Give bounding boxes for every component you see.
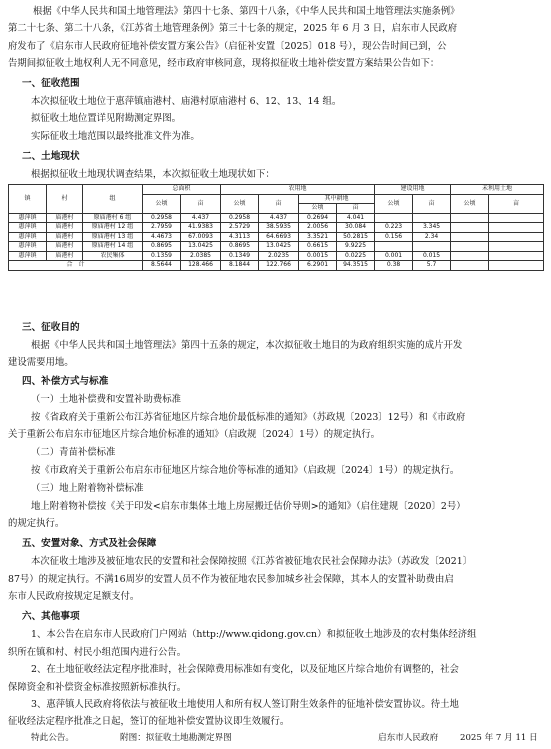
- table-cell: 2.0056: [299, 223, 337, 233]
- table-cell: 41.9383: [181, 223, 221, 233]
- section-4-c-line-1: 地上附着物补偿按《关于印发<启东市集体土地上房屋搬迁估价导则>的通知》（启住建规〔2020〕2号）: [31, 501, 466, 512]
- table-cell: 原庙港村 12 组: [83, 223, 143, 233]
- header-farmland: 农用地: [221, 185, 375, 195]
- table-cell: 庙港村: [47, 232, 83, 242]
- section-4-title: 四、补偿方式与标准: [22, 376, 109, 387]
- header-mu: 亩: [489, 194, 544, 213]
- table-cell: [489, 223, 544, 233]
- table-cell: 惠萍镇: [9, 232, 47, 242]
- section-3-para-2: 建设需要用地。: [8, 357, 74, 368]
- table-cell: 4.3113: [221, 232, 259, 242]
- section-6-item-3b: 征收经法定程序批准之日起，签订的征地补偿安置协议即生效履行。: [8, 716, 290, 727]
- table-cell: 4.437: [181, 213, 221, 223]
- section-6-title: 六、其他事项: [22, 611, 80, 622]
- header-ha: 公顷: [451, 194, 489, 213]
- section-6-item-2a: 2、在土地征收经法定程序批准时，社会保障费用标准如有变化，以及征地区片综合地价有调整的，社会: [31, 664, 459, 675]
- section-1-para-3: 实际征收土地范围以最终批准文件为准。: [31, 131, 200, 142]
- table-cell: 2.0385: [181, 251, 221, 261]
- table-cell: 0.1359: [143, 251, 181, 261]
- intro-line-2: 第二十七条、第二十八条，《江苏省土地管理条例》第三十七条的规定，2025 年 6 月 3 日，启东市人民政府: [8, 23, 458, 34]
- table-cell: 2.34: [413, 232, 451, 242]
- table-cell: 0.6615: [299, 242, 337, 252]
- section-4-a-line-2: 关于重新公布启东市征地区片综合地价标准的通知》（启政规〔2024〕1号）的规定执行。: [8, 429, 381, 440]
- table-cell: 庙港村: [47, 242, 83, 252]
- table-cell: 庙港村: [47, 213, 83, 223]
- table-cell: 0.8695: [143, 242, 181, 252]
- header-ha: 公顷: [143, 194, 181, 213]
- closing-notice: 特此公告。: [31, 733, 74, 743]
- table-cell: 惠萍镇: [9, 242, 47, 252]
- table-cell: [375, 242, 413, 252]
- total-cell: 0.38: [375, 261, 413, 271]
- section-3-title: 三、征收目的: [22, 322, 80, 333]
- section-4-sub-a: （一）土地补偿费和安置补助费标准: [31, 394, 182, 405]
- total-cell: 8.5644: [143, 261, 181, 271]
- table-cell: 4.4673: [143, 232, 181, 242]
- section-1-para-2: 拟征收土地位置详见附勘测定界图。: [31, 113, 182, 124]
- section-5-para-1: 本次征收土地涉及被征地农民的安置和社会保障按照《江苏省被征地农民社会保障办法》（苏政发〔2021〕: [31, 556, 473, 567]
- table-cell: 惠萍镇: [9, 213, 47, 223]
- header-mu: 亩: [413, 194, 451, 213]
- total-cell: 128.466: [181, 261, 221, 271]
- section-6-item-1a: 1、本公告在启东市人民政府门户网站（http://www.qidong.gov.cn）和拟征收土地涉及的农村集体经济组: [31, 629, 477, 640]
- section-6-item-2b: 保障资金和补偿资金标准按照新标准执行。: [8, 682, 187, 693]
- table-cell: [451, 213, 489, 223]
- total-cell: [489, 261, 544, 271]
- table-total-row: [9, 261, 544, 271]
- issue-date: 2025 年 7 月 11 日: [460, 733, 538, 743]
- table-cell: 38.5935: [259, 223, 299, 233]
- total-cell: 6.2901: [299, 261, 337, 271]
- section-6-item-3a: 3、惠萍镇人民政府将依法与被征收土地使用人和所有权人签订附生效条件的征地补偿安置协议。待土地: [31, 699, 459, 710]
- table-cell: 庙港村: [47, 251, 83, 261]
- header-zhen: 镇: [9, 185, 47, 214]
- header-unused: 未利用土地: [451, 185, 544, 195]
- section-6-item-1b: 织所在镇和村、村民小组范围内进行公告。: [8, 647, 187, 658]
- section-5-title: 五、安置对象、方式及社会保障: [22, 538, 157, 549]
- header-construction: 建设用地: [375, 185, 451, 195]
- header-zu: 组: [83, 185, 143, 214]
- table-cell: 13.0425: [181, 242, 221, 252]
- header-cultivated: 其中耕地: [299, 194, 375, 204]
- table-cell: 0.0225: [337, 251, 375, 261]
- table-cell: [451, 223, 489, 233]
- table-cell: [451, 242, 489, 252]
- table-cell: 惠萍镇: [9, 251, 47, 261]
- intro-line-1: 根据《中华人民共和国土地管理法》第四十七条、第四十八条，《中华人民共和国土地管理法实施条例》: [33, 6, 460, 17]
- header-mu: 亩: [337, 204, 375, 214]
- header-mu: 亩: [181, 194, 221, 213]
- header-cun: 村: [47, 185, 83, 214]
- total-cell: 8.1844: [221, 261, 259, 271]
- section-5-para-2: 87号）的规定执行。不满16周岁的安置人员不作为被征地农民参加城乡社会保障，其本人的安置补助费由启: [8, 574, 454, 585]
- table-cell: 庙港村: [47, 223, 83, 233]
- table-cell: 13.0425: [259, 242, 299, 252]
- table-cell: 0.2958: [221, 213, 259, 223]
- total-cell: 122.766: [259, 261, 299, 271]
- table-cell: [489, 242, 544, 252]
- table-cell: 农民集体: [83, 251, 143, 261]
- table-cell: 0.1349: [221, 251, 259, 261]
- table-row: [9, 223, 544, 233]
- table-cell: 0.2958: [143, 213, 181, 223]
- header-total-area: 总面积: [143, 185, 221, 195]
- table-cell: 67.0093: [181, 232, 221, 242]
- section-4-b-line-1: 按《市政府关于重新公布启东市征地区片综合地价等标准的通知》（启政规〔2024〕1号）的规定执行。: [31, 465, 460, 476]
- section-3-para-1: 根据《中华人民共和国土地管理法》第四十五条的规定，本次拟征收土地目的为政府组织实施的成片开发: [31, 340, 463, 351]
- table-cell: 0.156: [375, 232, 413, 242]
- header-ha: 公顷: [375, 194, 413, 213]
- total-cell: [451, 261, 489, 271]
- table-cell: 惠萍镇: [9, 223, 47, 233]
- table-cell: 0.2694: [299, 213, 337, 223]
- table-cell: [489, 251, 544, 261]
- intro-line-4: 告期间拟征收土地权利人无不同意见，经市政府审核同意，现将拟征收土地补偿安置方案结果公告如下：: [8, 58, 440, 69]
- table-cell: 3.3521: [299, 232, 337, 242]
- table-cell: 2.5729: [221, 223, 259, 233]
- table-cell: 0.001: [375, 251, 413, 261]
- header-ha: 公顷: [299, 204, 337, 214]
- header-ha: 公顷: [221, 194, 259, 213]
- table-cell: 50.2815: [337, 232, 375, 242]
- table-cell: [489, 213, 544, 223]
- section-2-title: 二、土地现状: [22, 151, 80, 162]
- section-5-para-3: 东市人民政府按规定足额支付。: [8, 591, 140, 602]
- table-cell: [413, 213, 451, 223]
- table-cell: [451, 251, 489, 261]
- section-4-sub-c: （三）地上附着物补偿标准: [31, 483, 144, 494]
- section-4-a-line-1: 按《省政府关于重新公布江苏省征地区片综合地价最低标准的通知》（苏政规〔2023〕12号）和《市政府: [31, 412, 466, 423]
- issuer-signature: 启东市人民政府: [378, 733, 439, 743]
- table-cell: 2.0235: [259, 251, 299, 261]
- table-cell: 4.437: [259, 213, 299, 223]
- table-cell: [375, 213, 413, 223]
- section-2-para-1: 根据拟征收土地现状调查结果，本次拟征收土地现状如下：: [31, 169, 275, 180]
- table-cell: 0.015: [413, 251, 451, 261]
- table-cell: 0.0015: [299, 251, 337, 261]
- table-cell: 64.6693: [259, 232, 299, 242]
- table-cell: 30.084: [337, 223, 375, 233]
- table-cell: 0.8695: [221, 242, 259, 252]
- table-cell: 原庙港村 13 组: [83, 232, 143, 242]
- section-1-para-1: 本次拟征收土地位于惠萍镇庙港村、庙港村原庙港村 6、12、13、14 组。: [31, 96, 342, 107]
- land-status-table: [8, 184, 544, 271]
- table-row: [9, 242, 544, 252]
- table-cell: [451, 232, 489, 242]
- table-cell: 9.9225: [337, 242, 375, 252]
- table-cell: 0.223: [375, 223, 413, 233]
- total-cell: 5.7: [413, 261, 451, 271]
- table-cell: 2.7959: [143, 223, 181, 233]
- table-row: [9, 232, 544, 242]
- attachment-note: 附图：拟征收土地勘测定界图: [120, 733, 232, 743]
- table-cell: 原庙港村 14 组: [83, 242, 143, 252]
- table-cell: [489, 232, 544, 242]
- section-4-c-line-2: 的规定执行。: [8, 518, 65, 529]
- total-cell: 94.3515: [337, 261, 375, 271]
- header-mu: 亩: [259, 194, 299, 213]
- table-row: [9, 251, 544, 261]
- table-cell: 4.041: [337, 213, 375, 223]
- intro-line-3: 府发布了《启东市人民政府征地补偿安置方案公告》（启征补安置〔2025〕018 号），现公告时间已到，公: [8, 41, 447, 52]
- table-cell: [413, 242, 451, 252]
- total-label: 合 计: [9, 261, 143, 271]
- section-4-sub-b: （二）青苗补偿标准: [31, 447, 116, 458]
- section-1-title: 一、征收范围: [22, 78, 80, 89]
- table-cell: 3.345: [413, 223, 451, 233]
- table-row: [9, 213, 544, 223]
- table-cell: 原庙港村 6 组: [83, 213, 143, 223]
